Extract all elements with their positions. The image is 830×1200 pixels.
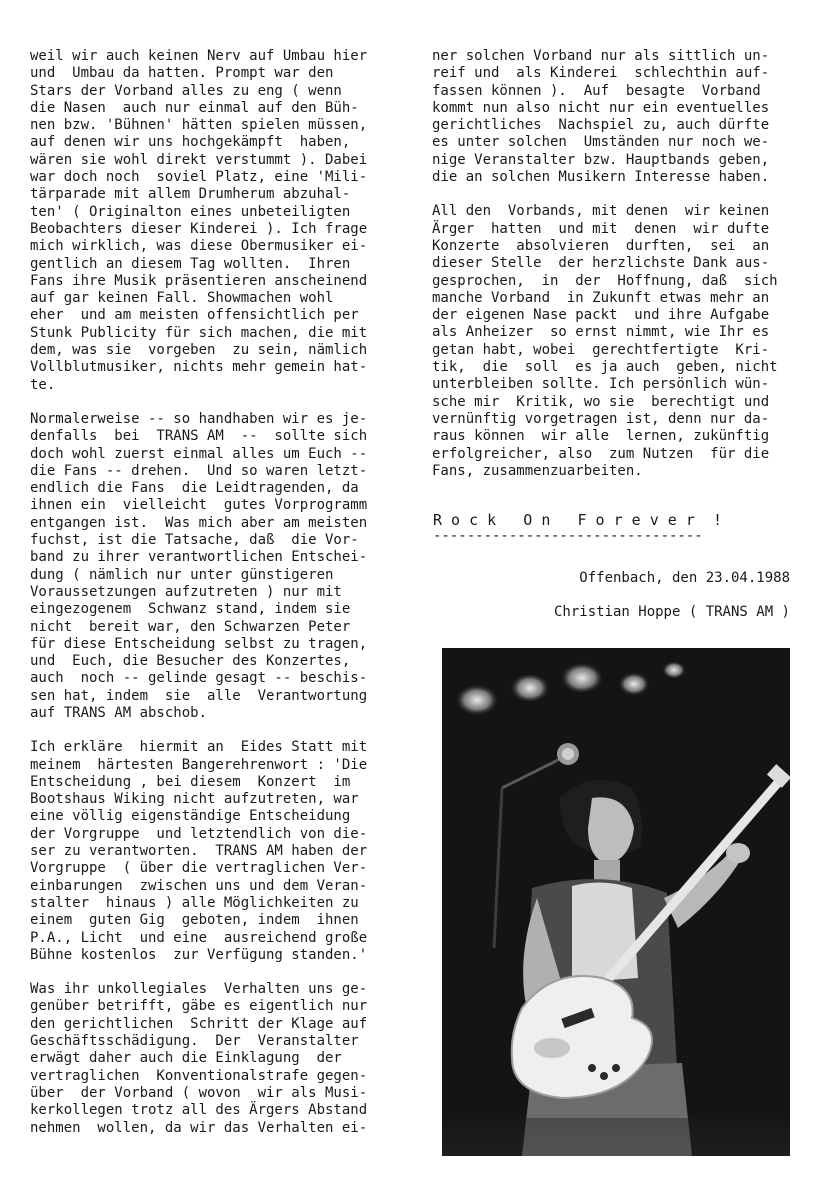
text-line: Bühne kostenlos zur Verfügung standen.'	[30, 946, 368, 963]
text-line: sche mir Kritik, wo sie berechtigt und	[432, 393, 770, 410]
text-line: vernünftig vorgetragen ist, denn nur da-	[432, 410, 770, 427]
text-line: war doch noch soviel Platz, eine 'Mili-	[30, 169, 368, 186]
text-line: reif und als Kinderei schlechthin auf-	[432, 65, 770, 82]
left-text-column	[30, 48, 382, 1154]
bass-player-photo	[442, 648, 790, 1156]
left-paragraph	[30, 739, 382, 964]
text-line: Konzerte absolvieren durften, sei an	[432, 237, 770, 254]
text-line: P.A., Licht und eine ausreichend große	[30, 929, 368, 946]
text-line: vertraglichen Konventionalstrafe gegen-	[30, 1067, 368, 1084]
text-line: einem guten Gig geboten, indem ihnen	[30, 912, 359, 929]
right-paragraph	[432, 203, 792, 480]
closing-motto: R o c k O n F o r e v e r !	[433, 511, 722, 529]
text-line: sen hat, indem sie alle Verantwortung	[30, 687, 368, 704]
text-line: ten' ( Originalton eines unbeteiligten	[30, 203, 351, 220]
text-line: tärparade mit allem Drumherum abzuhal-	[30, 186, 351, 203]
text-line: mich wirklich, was diese Obermusiker ei-	[30, 238, 368, 255]
text-line: Bootshaus Wiking nicht aufzutreten, war	[30, 791, 359, 808]
text-line: Vollblutmusiker, nichts mehr gemein hat-	[30, 359, 368, 376]
text-line: ihnen ein vielleicht gutes Vorprogramm	[30, 497, 368, 514]
place-and-date: Offenbach, den 23.04.1988	[579, 570, 790, 586]
left-paragraph	[30, 48, 382, 394]
text-line: es unter solchen Umständen nur noch we-	[432, 134, 770, 151]
text-line: erfolgreicher, also zum Nutzen für die	[432, 445, 770, 462]
text-line: dung ( nämlich nur unter günstigeren	[30, 566, 334, 583]
text-line: eher und am meisten offensichtlich per	[30, 307, 359, 324]
text-line: Ärger hatten und mit denen wir dufte	[432, 220, 770, 237]
text-line: Stars der Vorband alles zu eng ( wenn	[30, 82, 342, 99]
text-line: und Euch, die Besucher des Konzertes,	[30, 653, 351, 670]
text-line: All den Vorbands, mit denen wir keinen	[432, 203, 770, 220]
text-line: raus können wir alle lernen, zukünftig	[432, 428, 770, 445]
text-line: Fans, zusammenzuarbeiten.	[432, 462, 643, 479]
left-paragraph	[30, 411, 382, 722]
text-line: kerkollegen trotz all des Ärgers Abstand	[30, 1102, 368, 1119]
text-line: dieser Stelle der herzlichste Dank aus-	[432, 255, 770, 272]
text-line: nen bzw. 'Bühnen' hätten spielen müssen,	[30, 117, 368, 134]
text-line: dem, was sie vorgeben zu sein, nämlich	[30, 342, 368, 359]
author-signature: Christian Hoppe ( TRANS AM )	[553, 604, 790, 620]
concert-photo-drawing	[442, 648, 790, 1156]
text-line: die an solchen Musikern Interesse haben.	[432, 169, 770, 186]
text-line: stalter hinaus ) alle Möglichkeiten zu	[30, 894, 359, 911]
text-line: getan habt, wobei gerechtfertigte Kri-	[432, 341, 770, 358]
text-line: Vorgruppe ( über die vertraglichen Ver-	[30, 860, 368, 877]
text-line: auch noch -- gelinde gesagt -- beschis-	[30, 670, 368, 687]
text-line: Geschäftsschädigung. Der Veranstalter	[30, 1033, 359, 1050]
text-line: doch wohl zuerst einmal alles um Euch --	[30, 445, 368, 462]
motto-underline: --------------------------------	[433, 528, 703, 544]
text-line: als Anheizer so ernst nimmt, wie Ihr es	[432, 324, 770, 341]
text-line: Fans ihre Musik präsentieren anscheinend	[30, 272, 368, 289]
text-line: weil wir auch keinen Nerv auf Umbau hier	[30, 48, 368, 64]
text-line: nehmen wollen, da wir das Verhalten ei-	[30, 1119, 368, 1136]
text-line: der eigenen Nase packt und ihre Aufgabe	[432, 307, 770, 324]
text-line: nige Veranstalter bzw. Hauptbands geben,	[432, 151, 770, 168]
text-line: den gerichtlichen Schritt der Klage auf	[30, 1015, 368, 1032]
text-line: Entscheidung , bei diesem Konzert im	[30, 773, 351, 790]
text-line: endlich die Fans die Leidtragenden, da	[30, 480, 359, 497]
text-line: und Umbau da hatten. Prompt war den	[30, 65, 334, 82]
text-line: Voraussetzungen aufzutreten ) nur mit	[30, 583, 342, 600]
text-line: eingezogenem Schwanz stand, indem sie	[30, 601, 351, 618]
right-paragraph	[432, 48, 792, 186]
text-line: auf TRANS AM abschob.	[30, 704, 208, 721]
text-line: auf denen wir uns hochgekämpft haben,	[30, 134, 351, 151]
text-line: über der Vorband ( wovon wir als Musi-	[30, 1084, 368, 1101]
right-text-column	[432, 48, 792, 497]
text-line: die Fans -- drehen. Und so waren letzt-	[30, 462, 368, 479]
text-line: Was ihr unkollegiales Verhalten uns ge-	[30, 981, 368, 998]
text-line: manche Vorband in Zukunft etwas mehr an	[432, 289, 770, 306]
text-line: kommt nun also nicht nur ein eventuelles	[432, 99, 770, 116]
text-line: gentlich an diesem Tag wollten. Ihren	[30, 255, 351, 272]
text-line: auf gar keinen Fall. Showmachen wohl	[30, 290, 334, 307]
text-line: fassen können ). Auf besagte Vorband	[432, 82, 761, 99]
text-line: nicht bereit war, den Schwarzen Peter	[30, 618, 351, 635]
text-line: die Nasen auch nur einmal auf den Büh-	[30, 99, 359, 116]
text-line: entgangen ist. Was mich aber am meisten	[30, 514, 368, 531]
text-line: Normalerweise -- so handhaben wir es je-	[30, 410, 368, 427]
text-line: ner solchen Vorband nur als sittlich un-	[432, 48, 770, 64]
text-line: fuchst, ist die Tatsache, daß die Vor-	[30, 532, 359, 549]
text-line: Stunk Publicity für sich machen, die mit	[30, 324, 368, 341]
text-line: eine völlig eigenständige Entscheidung	[30, 808, 351, 825]
text-line: meinem härtesten Bangerehrenwort : 'Die	[30, 756, 368, 773]
text-line: Ich erkläre hiermit an Eides Statt mit	[30, 739, 368, 756]
text-line: erwägt daher auch die Einklagung der	[30, 1050, 342, 1067]
text-line: tik, die soll es ja auch geben, nicht	[432, 359, 778, 376]
text-line: wären sie wohl direkt verstummt ). Dabei	[30, 151, 368, 168]
text-line: ser zu verantworten. TRANS AM haben der	[30, 843, 368, 860]
text-line: gesprochen, in der Hoffnung, daß sich	[432, 272, 778, 289]
text-line: der Vorgruppe und letztendlich von die-	[30, 825, 368, 842]
text-line: gerichtliches Nachspiel zu, auch dürfte	[432, 117, 770, 134]
text-line: für diese Entscheidung selbst zu tragen,	[30, 635, 368, 652]
text-line: Beobachters dieser Kinderei ). Ich frage	[30, 220, 368, 237]
text-line: te.	[30, 376, 56, 393]
text-line: genüber betrifft, gäbe es eigentlich nur	[30, 998, 368, 1015]
text-line: einbarungen zwischen uns und dem Veran-	[30, 877, 368, 894]
text-line: denfalls bei TRANS AM -- sollte sich	[30, 428, 368, 445]
text-line: band zu ihrer verantwortlichen Entschei-	[30, 549, 368, 566]
left-paragraph	[30, 981, 382, 1137]
text-line: unterbleiben sollte. Ich persönlich wün-	[432, 376, 770, 393]
